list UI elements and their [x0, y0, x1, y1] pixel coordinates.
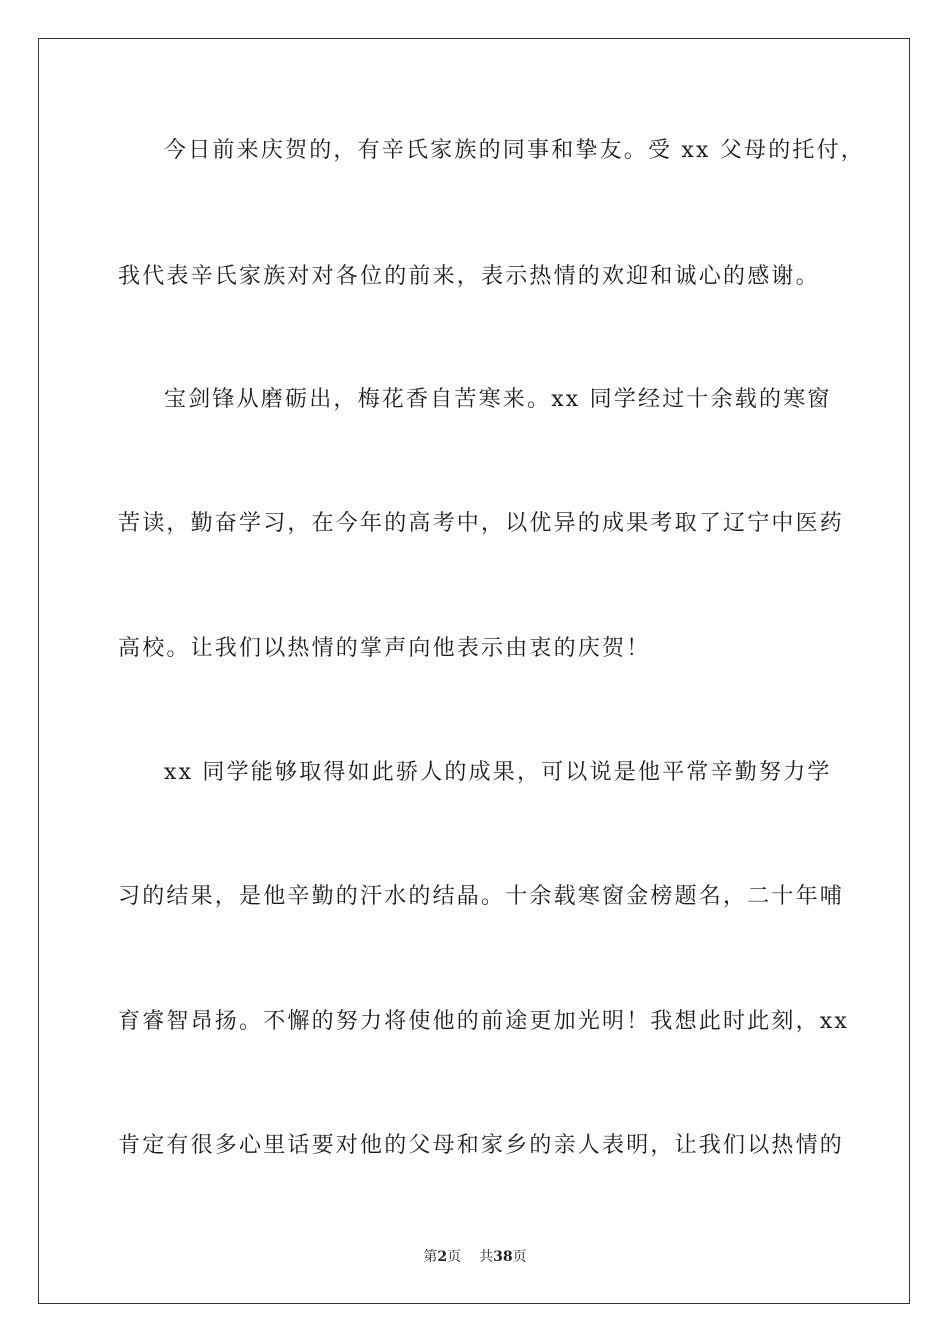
page-suffix: 页	[447, 1249, 462, 1265]
paragraph-2-line-1: 宝剑锋从磨砺出，梅花香自苦寒来。xx 同学经过十余载的寒窗	[164, 387, 832, 412]
paragraph-1-line-2: 我代表辛氏家族对对各位的前来，表示热情的欢迎和诚心的感谢。	[118, 264, 820, 289]
paragraph-3-line-4: 肯定有很多心里话要对他的父母和家乡的亲人表明，让我们以热情的	[118, 1133, 845, 1158]
paragraph-1-line-1: 今日前来庆贺的，有辛氏家族的同事和挚友。受 xx 父母的托付，	[164, 138, 866, 163]
total-suffix: 页	[512, 1249, 527, 1265]
total-pages: 38	[493, 1249, 513, 1265]
paragraph-3-line-1: xx 同学能够取得如此骄人的成果，可以说是他平常辛勤努力学	[164, 760, 832, 785]
page-footer	[0, 1248, 950, 1266]
paragraph-3-line-2: 习的结果，是他辛勤的汗水的结晶。十余载寒窗金榜题名，二十年哺	[118, 884, 845, 909]
total-prefix: 共	[479, 1249, 494, 1265]
page-border	[38, 38, 910, 1304]
page-number: 2	[437, 1249, 448, 1265]
page-prefix: 第	[423, 1249, 438, 1265]
paragraph-3-line-3: 育睿智昂扬。不懈的努力将使他的前途更加光明！我想此时此刻，xx	[118, 1009, 850, 1034]
paragraph-2-line-2: 苦读，勤奋学习，在今年的高考中，以优异的成果考取了辽宁中医药	[118, 511, 845, 536]
paragraph-2-line-3: 高校。让我们以热情的掌声向他表示由衷的庆贺！	[118, 636, 651, 661]
